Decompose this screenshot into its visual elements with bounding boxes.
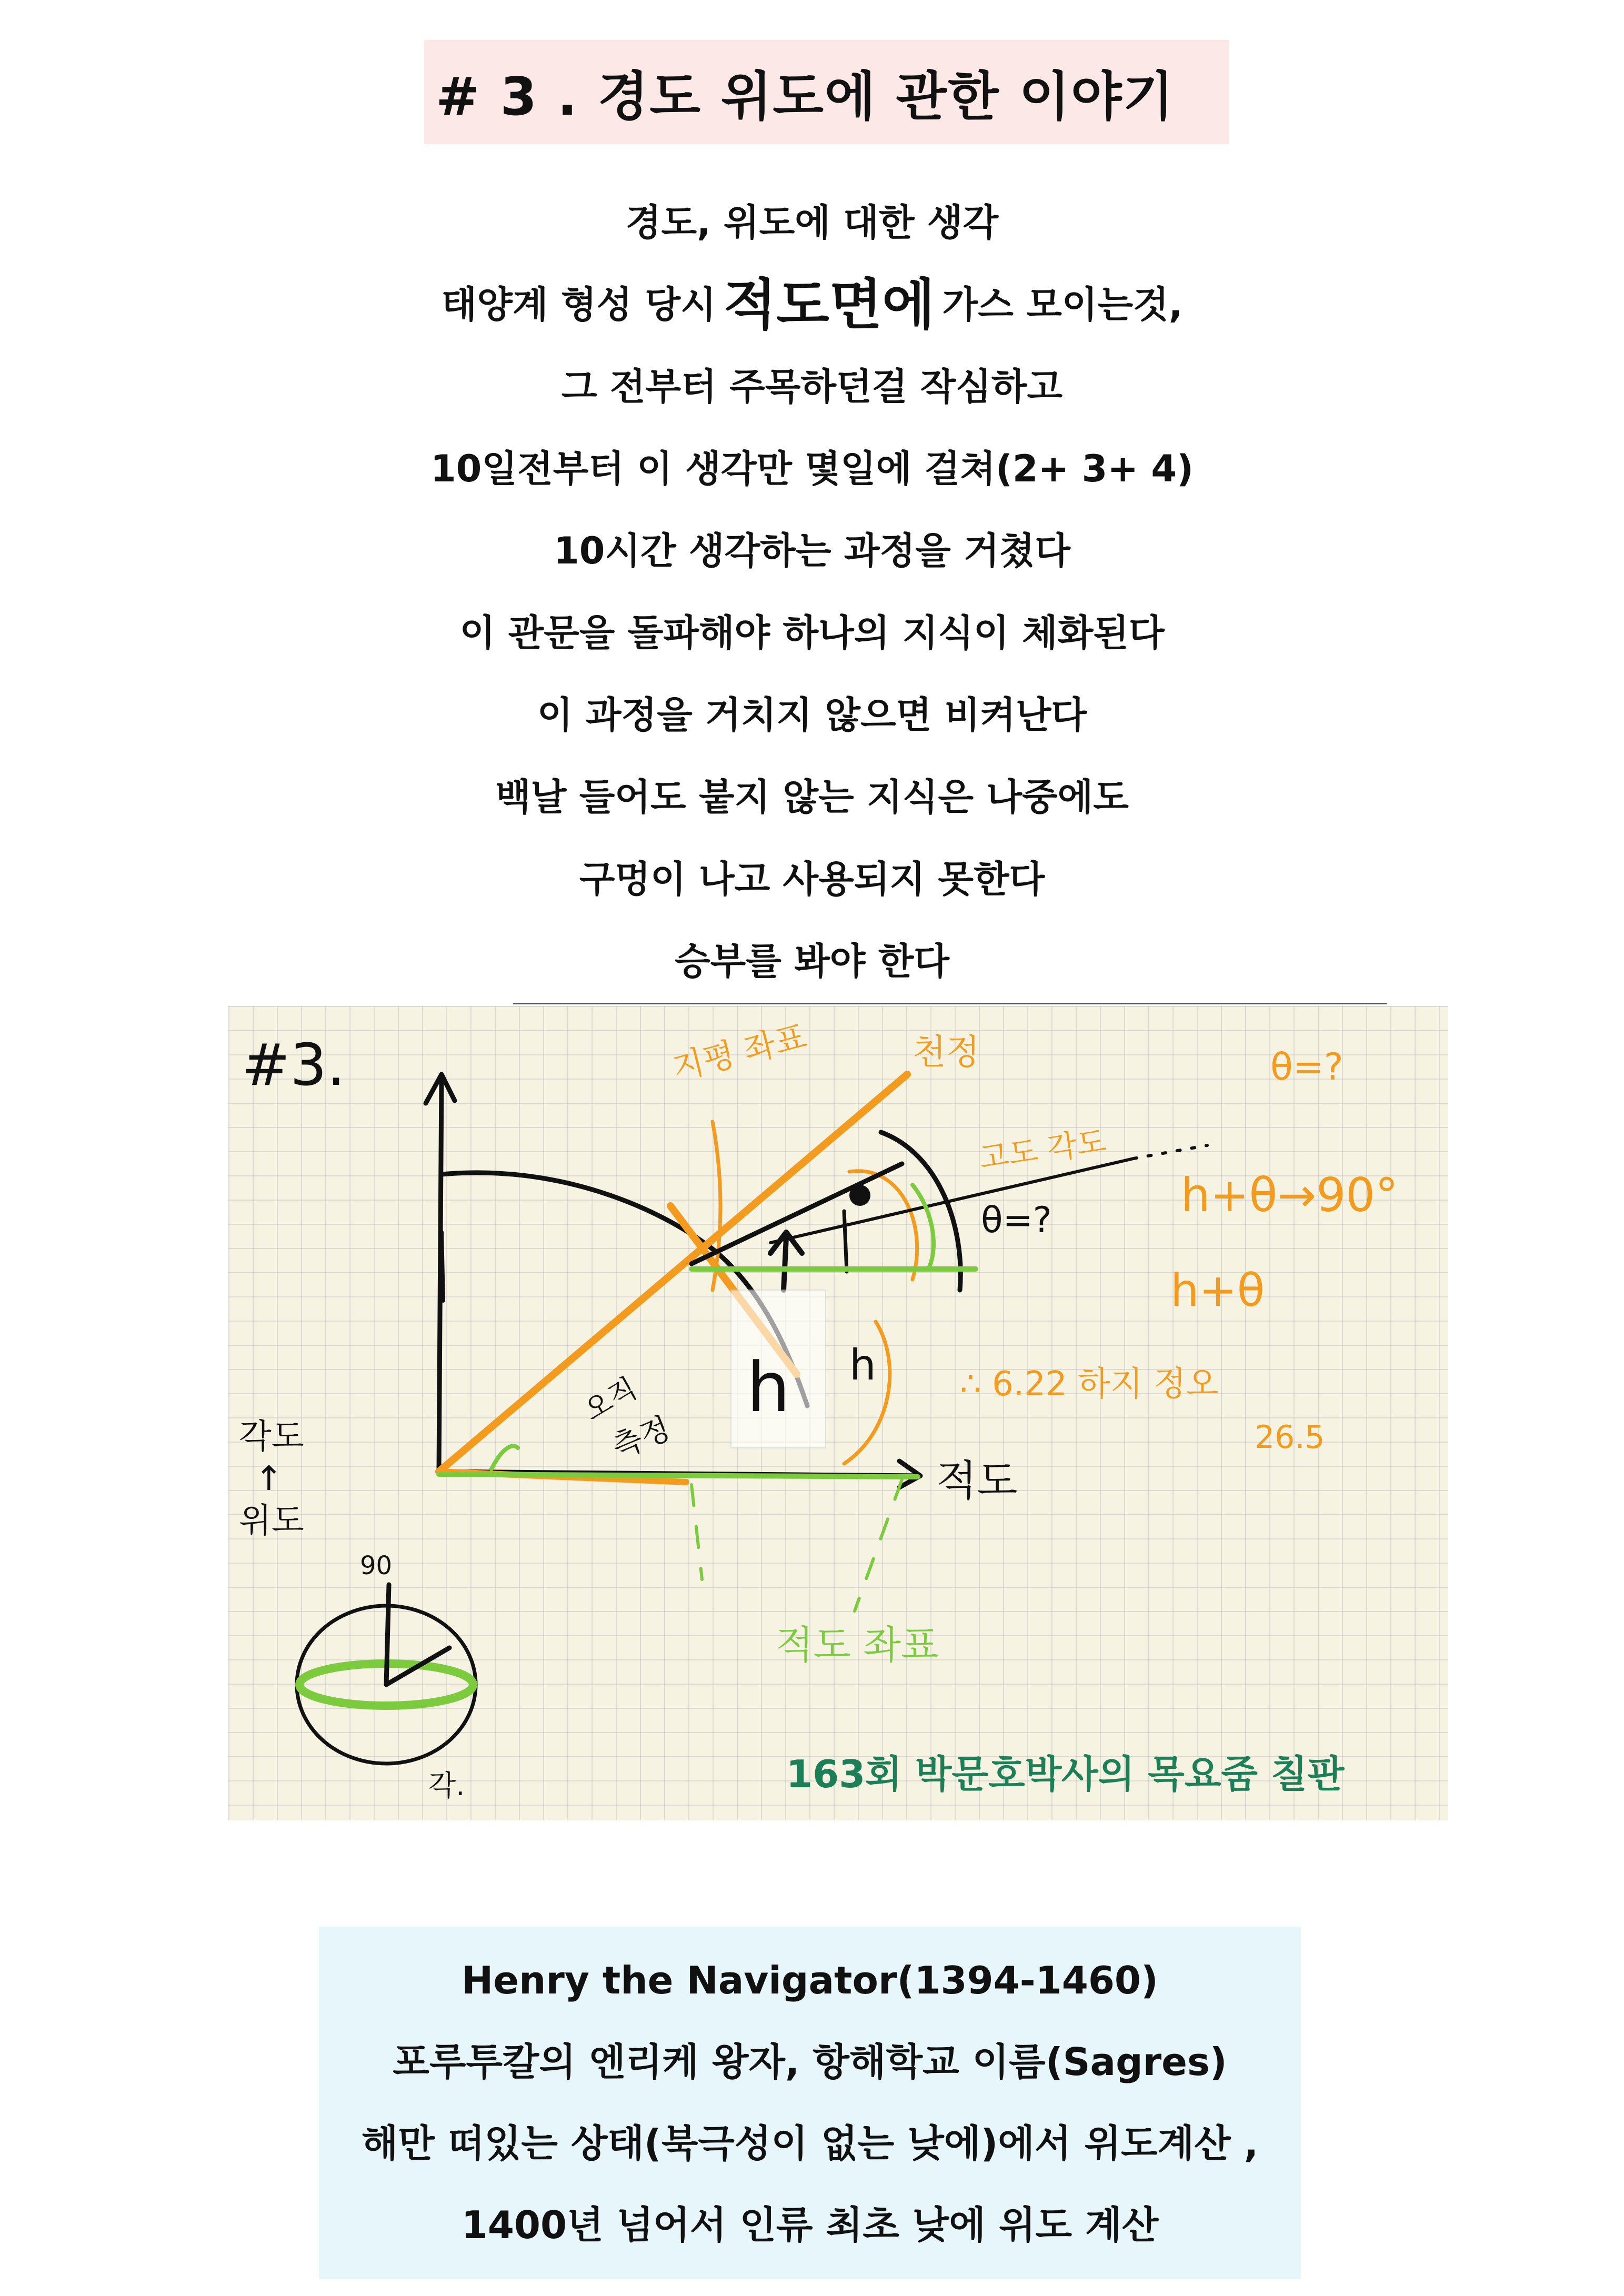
- info-line-4: 1400년 넘어서 인류 최초 낮에 위도 계산: [461, 2203, 1159, 2247]
- info-box: [319, 1927, 1301, 2279]
- hw-theta-question: θ=?: [1270, 1045, 1344, 1089]
- title-banner: [424, 40, 1229, 144]
- green-dashed-line-2: [855, 1479, 902, 1611]
- hw-left-2: ↑: [255, 1459, 283, 1498]
- hw-equator-coord: 적도 좌표: [776, 1623, 939, 1668]
- essay-line-1: 경도, 위도에 대한 생각: [625, 201, 999, 244]
- orange-diagonal-line: [439, 1074, 907, 1472]
- info-line-1: Henry the Navigator(1394-1460): [462, 1958, 1158, 2002]
- hw-formula-2: h+θ: [1170, 1264, 1265, 1317]
- dotted-extension: [1134, 1145, 1207, 1159]
- essay-line-2-emphasis: 적도면에: [723, 273, 935, 337]
- essay-block: [0, 182, 1624, 1002]
- blackboard-image: [228, 1006, 1448, 1820]
- green-equator-line: [439, 1474, 918, 1477]
- hw-solstice-note: ∴ 6.22 하지 정오: [960, 1365, 1219, 1404]
- hw-heading: #3.: [242, 1031, 346, 1099]
- page-title: # 3 . 경도 위도에 관한 이야기: [436, 66, 1175, 127]
- essay-line-2: [0, 264, 1624, 346]
- info-line-2: 포루투칼의 엔리케 왕자, 항해학교 이름(Sagres): [393, 2040, 1227, 2084]
- hw-zenith: 천정: [913, 1032, 980, 1072]
- axis-tick: [442, 1232, 443, 1301]
- hw-altitude-angle: 고도 각도: [977, 1123, 1109, 1176]
- hw-theta-question-2: θ=?: [981, 1200, 1052, 1241]
- essay-line-8: 백날 들어도 붙지 않는 지식은 나중에도: [495, 776, 1129, 819]
- green-dashed-line: [691, 1485, 702, 1579]
- essay-line-4: 10일전부터 이 생각만 몇일에 걸쳐(2+ 3+ 4): [430, 447, 1194, 490]
- green-small-arc: [492, 1446, 518, 1469]
- hw-value: 26.5: [1255, 1419, 1325, 1456]
- essay-line-2-pre: 태양계 형성 당시: [441, 283, 716, 326]
- info-line-3: 해만 떠있는 상태(북극성이 없는 낮에)에서 위도계산 ,: [361, 2121, 1259, 2166]
- hw-equator: 적도: [936, 1456, 1018, 1505]
- hw-h-1: h: [747, 1347, 790, 1427]
- hw-formula: h+θ→90°: [1181, 1168, 1399, 1222]
- hw-horizon-coord: 지평 좌표: [668, 1016, 810, 1087]
- essay-line-6: 이 관문을 돌파해야 하나의 지식이 체화된다: [459, 611, 1165, 654]
- hw-bottom: 각.: [428, 1769, 465, 1802]
- essay-line-5: 10시간 생각하는 과정을 거쳤다: [554, 529, 1070, 572]
- hw-measure-2: 측정: [607, 1409, 676, 1465]
- hw-left-1: 각도: [239, 1417, 304, 1456]
- black-down-arrow: [844, 1211, 847, 1272]
- essay-line-2-post: 가스 모이는것,: [942, 283, 1183, 326]
- hw-ninety: 90: [360, 1551, 393, 1580]
- essay-line-9: 구멍이 나고 사용되지 못한다: [579, 858, 1045, 901]
- board-caption: 163회 박문호박사의 목요줌 칠판: [786, 1752, 1345, 1796]
- hw-left-3: 위도: [239, 1502, 304, 1540]
- globe-axis: [386, 1585, 389, 1685]
- handwritten-diagram: [228, 1006, 1448, 1820]
- sun-dot: [849, 1185, 870, 1206]
- essay-line-10: 승부를 봐야 한다: [674, 940, 950, 983]
- hw-measure-1: 오직: [578, 1371, 643, 1428]
- divider-line: [513, 1003, 1387, 1004]
- essay-line-7: 이 과정을 거치지 않으면 비켜난다: [537, 693, 1087, 737]
- hw-h-2: h: [849, 1341, 876, 1389]
- essay-line-3: 그 전부터 주목하던걸 작심하고: [561, 365, 1063, 408]
